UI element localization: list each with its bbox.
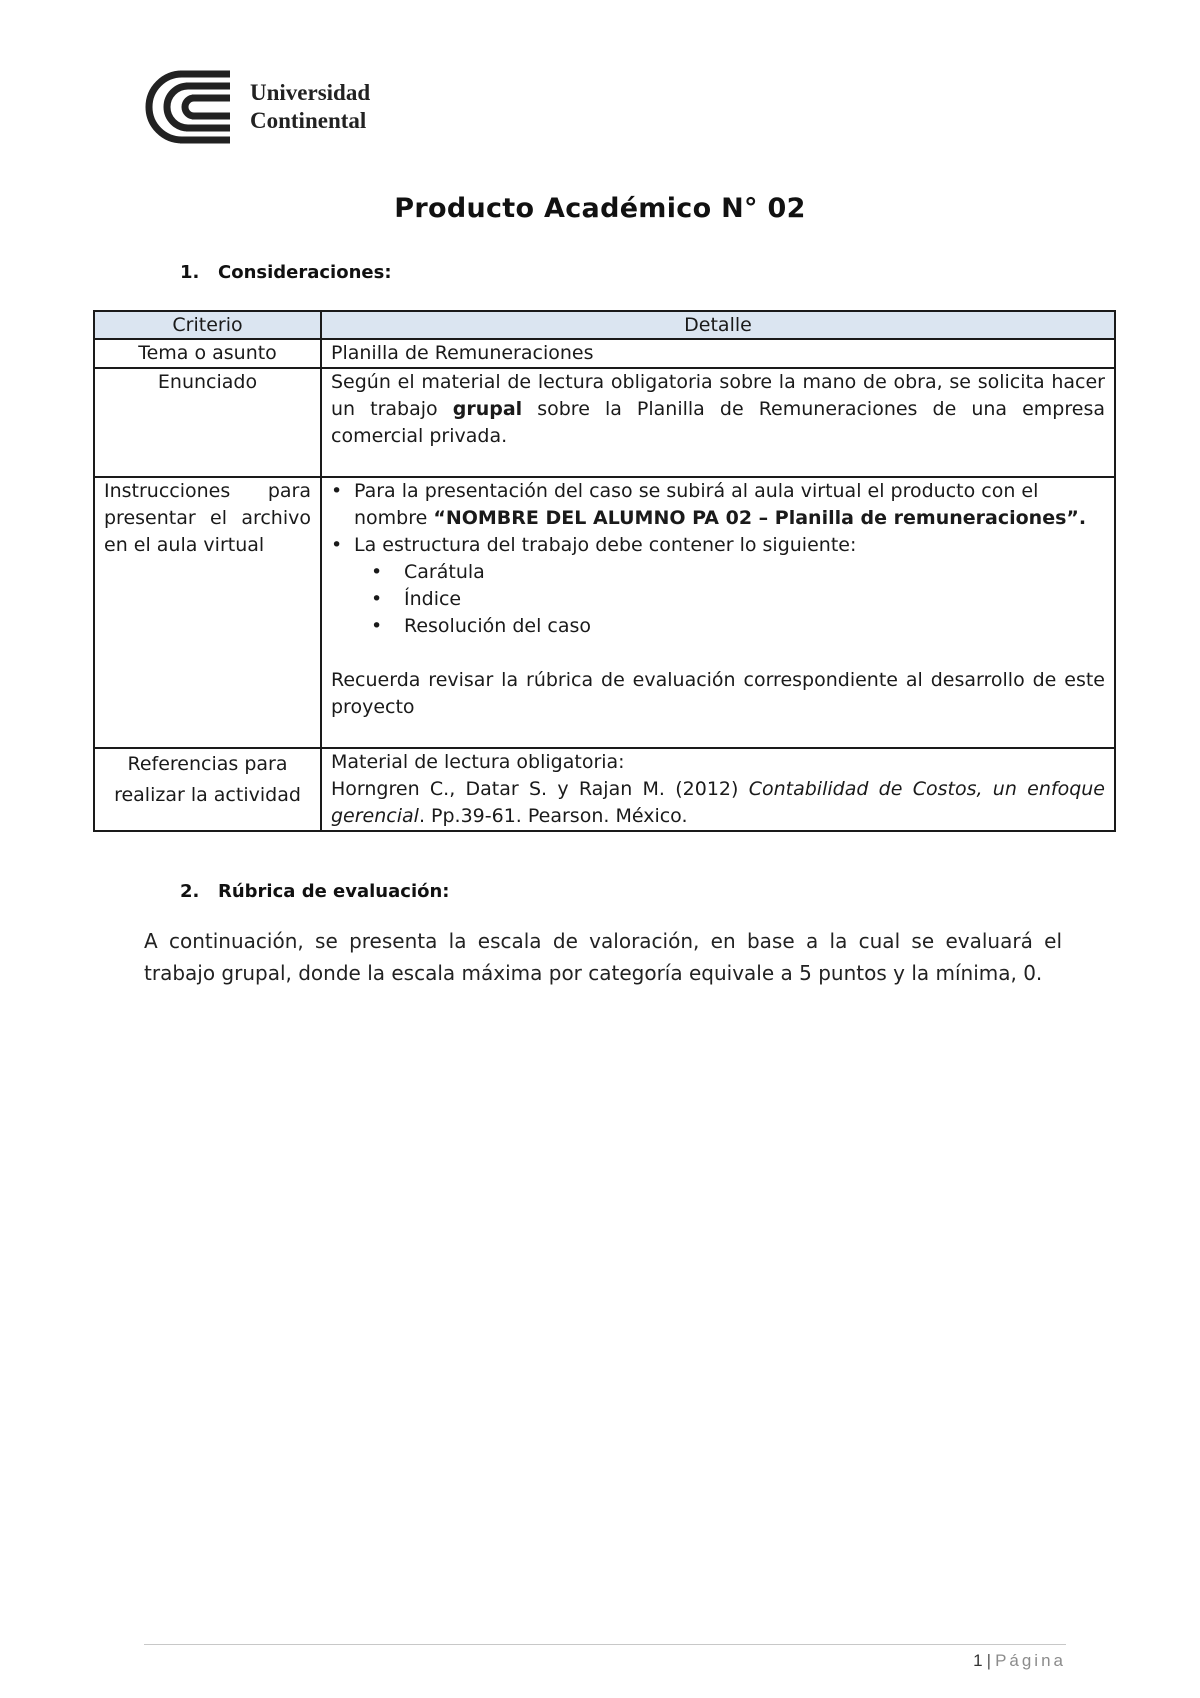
page-number: 1 <box>973 1651 983 1670</box>
page-footer <box>973 1651 1066 1671</box>
criterio-cell: Enunciado <box>94 368 321 477</box>
instrucciones-note: Recuerda revisar la rúbrica de evaluación correspondiente al desarrollo de este proyecto <box>331 669 1105 718</box>
bullet-text-end: . <box>1078 507 1087 529</box>
referencias-heading: Material de lectura obligatoria: <box>331 751 625 773</box>
section-label: Consideraciones: <box>218 262 392 283</box>
table-header-row <box>94 311 1115 339</box>
bullet-item: • La estructura del trabajo debe contener lo siguiente: <box>331 532 1105 559</box>
section-heading-rubrica <box>180 881 450 902</box>
detalle-cell <box>321 477 1115 748</box>
header-detalle: Detalle <box>321 311 1115 339</box>
section-number: 2. <box>180 881 200 902</box>
enunciado-text: Según el material de lectura obligatoria sobre la mano de obra, se solicita hacer un trabajo <box>331 371 1105 420</box>
footer-divider <box>144 1644 1066 1645</box>
bullet-bold-text: “NOMBRE DEL ALUMNO PA 02 – Planilla de remuneraciones” <box>433 507 1079 529</box>
sub-bullet-item: • Resolución del caso <box>331 613 1105 640</box>
section-label: Rúbrica de evaluación: <box>218 881 450 902</box>
logo-text <box>250 79 370 135</box>
enunciado-bold: grupal <box>452 398 523 420</box>
considerations-table <box>93 310 1116 832</box>
section-heading-consideraciones <box>180 262 392 283</box>
citation-authors: Horngren C., Datar S. y Rajan M. (2012) <box>331 778 749 800</box>
criterio-cell: Tema o asunto <box>94 339 321 368</box>
criterio-cell: Referencias para realizar la actividad <box>94 748 321 831</box>
bullet-item <box>331 478 1105 532</box>
logo-line-2: Continental <box>250 108 367 133</box>
detalle-cell <box>321 368 1115 477</box>
footer-separator: | <box>986 1651 992 1670</box>
continental-logo-icon <box>142 70 236 144</box>
table-row <box>94 368 1115 477</box>
table-row <box>94 477 1115 748</box>
page-label: Página <box>995 1651 1066 1670</box>
document-title: Producto Académico N° 02 <box>394 193 806 224</box>
detalle-cell: Planilla de Remuneraciones <box>321 339 1115 368</box>
enunciado-text-end: sobre la Planilla de Remuneraciones de una empresa comercial privada. <box>331 398 1105 447</box>
rubric-paragraph: A continuación, se presenta la escala de valoración, en base a la cual se evaluará el trabajo grupal, donde la escala máxima por categoría equivale a 5 puntos y la mínima, 0. <box>144 929 1062 985</box>
criterio-cell: Instrucciones para presentar el archivo en el aula virtual <box>94 477 321 748</box>
header-criterio: Criterio <box>94 311 321 339</box>
section-number: 1. <box>180 262 200 283</box>
university-logo <box>142 70 370 144</box>
citation-publisher: . Pp.39-61. Pearson. México. <box>418 805 688 827</box>
reference-citation <box>331 776 1105 830</box>
detalle-cell <box>321 748 1115 831</box>
table-row <box>94 339 1115 368</box>
bullet-text: Para la presentación del caso se subirá al aula virtual el producto con el nombre <box>354 480 1039 529</box>
table-row <box>94 748 1115 831</box>
logo-line-1: Universidad <box>250 80 371 105</box>
citation-title: Contabilidad de Costos, un enfoque gerencial <box>331 778 1105 827</box>
sub-bullet-item: • Carátula <box>331 559 1105 586</box>
sub-bullet-item: • Índice <box>331 586 1105 613</box>
